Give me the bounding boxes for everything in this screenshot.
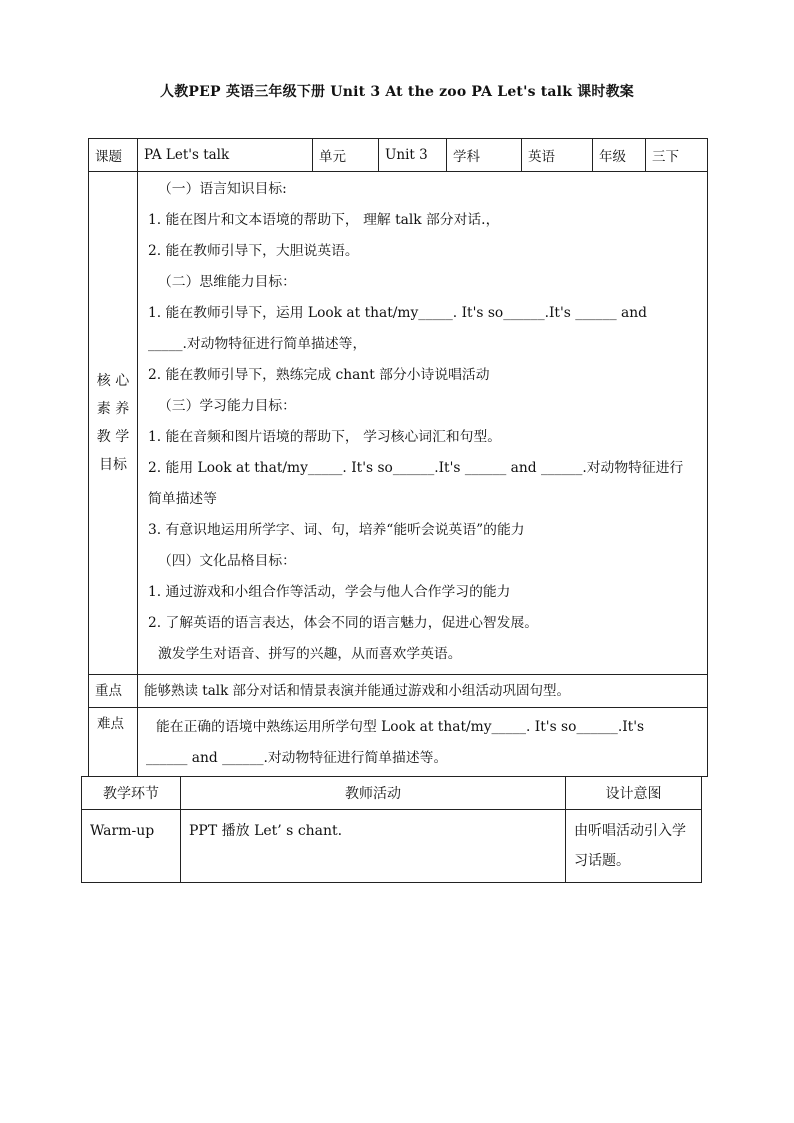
key-point-text: 能够熟读 talk 部分对话和情景表演并能通过游戏和小组活动巩固句型。 xyxy=(138,675,708,708)
objectives-row xyxy=(89,172,708,675)
objective-item: 2. 能在教师引导下，大胆说英语。 xyxy=(148,243,359,259)
objectives-label xyxy=(89,172,138,675)
objective-item: _____.对动物特征进行简单描述等， xyxy=(148,336,367,352)
objective-item: 1. 能在教师引导下，运用 Look at that/my_____. It's so______.It's ______ and xyxy=(148,305,647,321)
unit-label: 单元 xyxy=(313,139,379,172)
difficulty-content xyxy=(138,708,708,777)
objectives-content xyxy=(138,172,708,675)
subject-label: 学科 xyxy=(447,139,522,172)
grade-label: 年级 xyxy=(593,139,646,172)
table-row xyxy=(82,810,702,883)
objectives-label-line: 核 心 xyxy=(96,373,130,389)
key-point-label: 重点 xyxy=(89,675,138,708)
subject-value: 英语 xyxy=(522,139,593,172)
activity-header-row xyxy=(82,777,702,810)
objective-item: 3. 有意识地运用所学字、词、句，培养“能听会说英语”的能力 xyxy=(148,522,525,538)
objective-heading: （三）学习能力目标： xyxy=(158,398,296,414)
stage-cell: Warm-up xyxy=(82,810,181,883)
activity-header: 教师活动 xyxy=(181,777,566,810)
objective-heading: （二）思维能力目标： xyxy=(158,274,296,290)
objective-heading: （四）文化品格目标： xyxy=(158,553,296,569)
intent-cell: 由听唱活动引入学习话题。 xyxy=(566,810,702,883)
objective-item: 2. 了解英语的语言表达，体会不同的语言魅力，促进心智发展。 xyxy=(148,615,539,631)
page-title: 人教PEP 英语三年级下册 Unit 3 At the zoo PA Let's talk 课时教案 xyxy=(160,84,634,100)
difficulty-line: ______ and ______.对动物特征进行简单描述等。 xyxy=(146,750,448,766)
lesson-info-table xyxy=(88,138,708,777)
stage-header: 教学环节 xyxy=(82,777,181,810)
objectives-label-line: 素 养 xyxy=(96,401,130,417)
teaching-activity-table xyxy=(81,776,702,883)
intent-header: 设计意图 xyxy=(566,777,702,810)
objective-item: 1. 通过游戏和小组合作等活动，学会与他人合作学习的能力 xyxy=(148,584,511,600)
objective-item: 2. 能用 Look at that/my_____. It's so______.It's ______ and ______.对动物特征进行 xyxy=(148,460,684,476)
activity-cell: PPT 播放 Let’ s chant. xyxy=(181,810,566,883)
objectives-label-line: 目标 xyxy=(99,457,127,473)
difficulty-label: 难点 xyxy=(89,708,138,777)
objective-heading: （一）语言知识目标: xyxy=(158,181,287,197)
objectives-label-line: 教 学 xyxy=(96,429,130,445)
unit-value: Unit 3 xyxy=(379,139,447,172)
difficulty-line: 能在正确的语境中熟练运用所学句型 Look at that/my_____. It's so______.It's xyxy=(156,719,645,735)
difficulty-row xyxy=(89,708,708,777)
grade-value: 三下 xyxy=(646,139,708,172)
key-point-row xyxy=(89,675,708,708)
topic-label: 课题 xyxy=(89,139,138,172)
objective-item: 激发学生对语音、拼写的兴趣，从而喜欢学英语。 xyxy=(158,646,462,662)
objective-item: 1. 能在音频和图片语境的帮助下， 学习核心词汇和句型。 xyxy=(148,429,502,445)
objective-item: 1. 能在图片和文本语境的帮助下， 理解 talk 部分对话.， xyxy=(148,212,500,228)
objective-item: 2. 能在教师引导下，熟练完成 chant 部分小诗说唱活动 xyxy=(148,367,490,383)
header-row xyxy=(89,139,708,172)
topic-value: PA Let's talk xyxy=(138,139,313,172)
objective-item: 简单描述等 xyxy=(148,491,217,507)
